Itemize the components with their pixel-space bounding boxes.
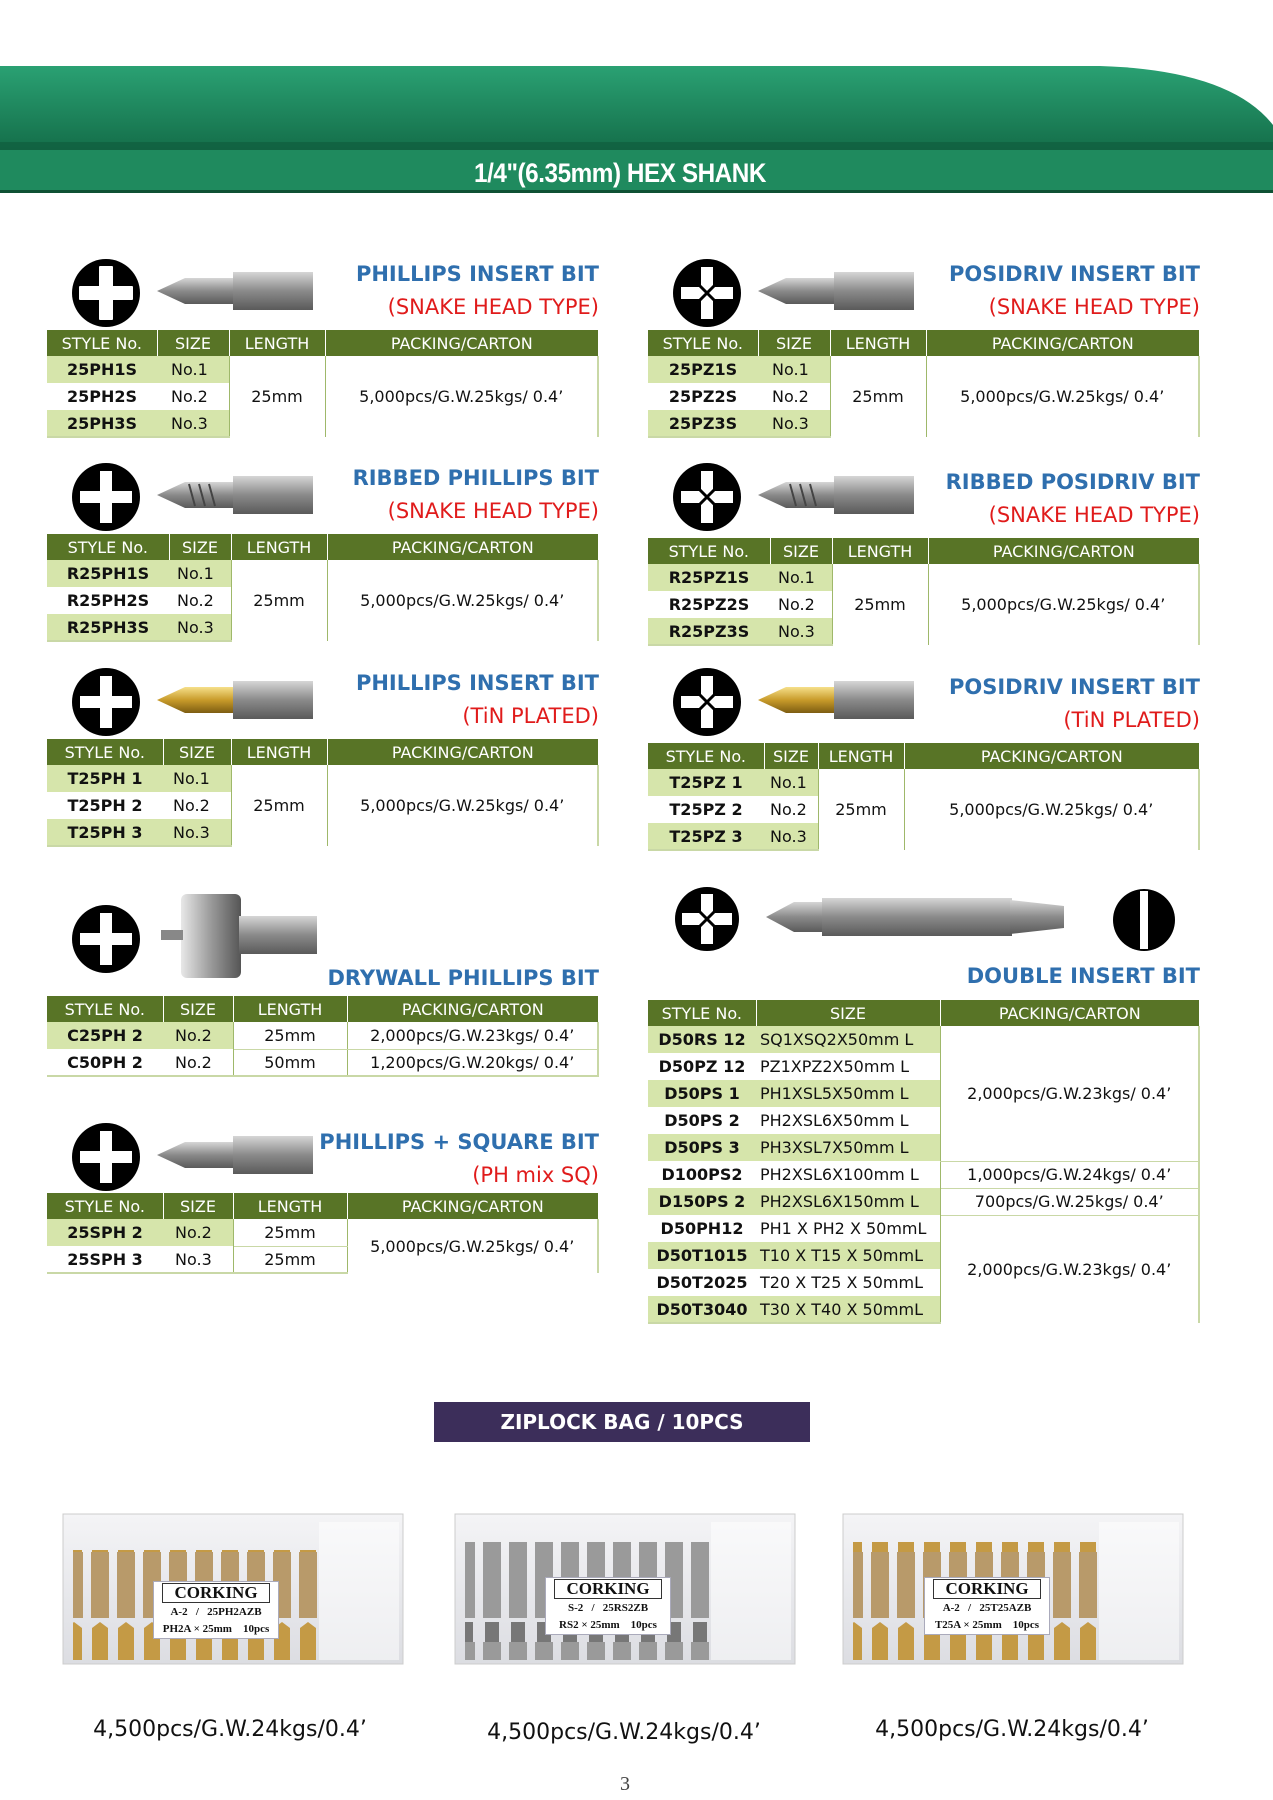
double-bit-image [764, 894, 1070, 940]
bag-code: A-2 / 25T25AZB [942, 1602, 1032, 1614]
cell-size: SQ1XSQ2X50mm L [756, 1026, 940, 1053]
cell-packing: 5,000pcs/G.W.25kgs/ 0.4’ [904, 769, 1199, 850]
section-posidriv-tin [648, 667, 1200, 847]
page-number: 3 [620, 1773, 630, 1795]
cell-packing: 2,000pcs/G.W.23kgs/ 0.4’ [940, 1215, 1199, 1323]
cell-size: No.3 [770, 618, 832, 645]
spec-table [47, 330, 599, 438]
cell-size: No.3 [758, 410, 830, 437]
cell-size: PH1 X PH2 X 50mmL [756, 1215, 940, 1242]
cell-size: PH1XSL5X50mm L [756, 1080, 940, 1107]
cell-packing: 5,000pcs/G.W.25kgs/ 0.4’ [327, 560, 598, 641]
spec-table [47, 1193, 599, 1274]
spec-table [648, 330, 1200, 438]
cell-packing: 5,000pcs/G.W.25kgs/ 0.4’ [327, 765, 598, 846]
col-style: STYLE No. [47, 996, 163, 1022]
section-title: RIBBED PHILLIPS BIT [352, 466, 599, 490]
bit-image [155, 268, 315, 314]
spec-table [648, 1000, 1200, 1324]
cell-packing: 5,000pcs/G.W.25kgs/ 0.4’ [928, 564, 1199, 645]
col-packing: PACKING/CARTON [928, 538, 1199, 564]
col-size: SIZE [163, 1193, 233, 1219]
cell-style: D50PZ 12 [658, 1057, 746, 1076]
cell-size: No.3 [169, 614, 231, 641]
cell-style: T25PZ 3 [648, 823, 764, 850]
col-packing: PACKING/CARTON [327, 739, 598, 765]
section-ribbed-phillips [47, 462, 599, 642]
bit-image [756, 472, 916, 518]
ziplock-label: ZIPLOCK BAG / 10PCS [434, 1402, 810, 1442]
cell-style: 25PZ1S [648, 356, 758, 383]
section-posidriv-snake [648, 258, 1200, 438]
cell-style: T25PH 2 [67, 796, 143, 815]
cell-size: T20 X T25 X 50mmL [756, 1269, 940, 1296]
section-subtitle: (TiN PLATED) [1063, 708, 1200, 732]
cell-packing: 1,200pcs/G.W.20kgs/ 0.4’ [347, 1049, 598, 1076]
cell-style: D150PS 2 [648, 1188, 756, 1215]
section-ribbed-posidriv [648, 462, 1200, 642]
cell-size: No.1 [163, 765, 231, 792]
cell-packing: 700pcs/G.W.25kgs/ 0.4’ [940, 1188, 1199, 1215]
cell-size: No.2 [163, 1049, 233, 1076]
cell-style: T25PZ 2 [669, 800, 743, 819]
cell-size: No.3 [163, 819, 231, 846]
col-style: STYLE No. [47, 1193, 163, 1219]
cell-size: No.2 [157, 383, 229, 410]
cell-length: 25mm [233, 1022, 347, 1049]
spec-table [47, 996, 599, 1077]
phillips-head-icon [71, 667, 141, 737]
col-style: STYLE No. [648, 743, 764, 769]
col-length: LENGTH [830, 330, 926, 356]
cell-style: R25PZ2S [668, 595, 750, 614]
col-size: SIZE [163, 739, 231, 765]
bag-spec: RS2 × 25mm 10pcs [559, 1619, 657, 1631]
col-packing: PACKING/CARTON [926, 330, 1199, 356]
col-packing: PACKING/CARTON [904, 743, 1199, 769]
section-phillips-tin [47, 667, 599, 847]
col-length: LENGTH [229, 330, 325, 356]
cell-size: PH3XSL7X50mm L [756, 1134, 940, 1161]
bit-image [756, 268, 916, 314]
bag-spec: T25A × 25mm 10pcs [934, 1619, 1040, 1631]
cell-style: D50PS 1 [648, 1080, 756, 1107]
cell-style: R25PH2S [66, 591, 150, 610]
section-title: DRYWALL PHILLIPS BIT [327, 966, 599, 990]
col-size: SIZE [163, 996, 233, 1022]
cell-size: T30 X T40 X 50mmL [756, 1296, 940, 1323]
section-title: PHILLIPS INSERT BIT [355, 671, 599, 695]
col-size: SIZE [756, 1000, 940, 1026]
cell-length: 25mm [231, 765, 327, 846]
section-drywall [47, 892, 599, 1077]
section-phillips-square [47, 1122, 599, 1272]
cell-packing: 1,000pcs/G.W.24kgs/ 0.4’ [940, 1161, 1199, 1188]
col-length: LENGTH [233, 996, 347, 1022]
cell-size: PH2XSL6X150mm L [756, 1188, 940, 1215]
cell-style: R25PZ3S [648, 618, 770, 645]
section-title: RIBBED POSIDRIV BIT [945, 470, 1200, 494]
col-style: STYLE No. [648, 330, 758, 356]
section-subtitle: (TiN PLATED) [462, 704, 599, 728]
cell-style: D50PH12 [660, 1219, 744, 1238]
bit-image [155, 1132, 315, 1178]
cell-packing: 2,000pcs/G.W.23kgs/ 0.4’ [940, 1026, 1199, 1161]
bit-image [155, 677, 315, 723]
cell-size: No.1 [758, 356, 830, 383]
cell-length: 25mm [233, 1246, 347, 1273]
bag-card-1 [153, 1581, 279, 1639]
cell-style: C50PH 2 [47, 1049, 163, 1076]
section-title: PHILLIPS + SQUARE BIT [319, 1130, 599, 1154]
cell-size: PH2XSL6X100mm L [756, 1161, 940, 1188]
col-length: LENGTH [231, 534, 327, 560]
cell-style: 25SPH 2 [47, 1219, 163, 1246]
cell-packing: 5,000pcs/G.W.25kgs/ 0.4’ [926, 356, 1199, 437]
section-double-insert [648, 882, 1200, 1332]
cell-style: D50T2025 [656, 1273, 748, 1292]
spec-table [47, 534, 599, 642]
phillips-head-icon [71, 1122, 141, 1192]
cell-length: 25mm [231, 560, 327, 641]
cell-style: D50PS 2 [664, 1111, 740, 1130]
cell-size: No.2 [169, 587, 231, 614]
cell-style: C25PH 2 [47, 1022, 163, 1049]
bag-code: A-2 / 25PH2AZB [170, 1606, 262, 1618]
cell-style: R25PH1S [47, 560, 169, 587]
section-title: POSIDRIV INSERT BIT [948, 262, 1200, 286]
slotted-head-icon [1112, 888, 1176, 952]
phillips-head-icon [71, 258, 141, 328]
cell-size: No.2 [770, 591, 832, 618]
phillips-head-icon [71, 904, 141, 974]
cell-size: No.1 [770, 564, 832, 591]
section-subtitle: (SNAKE HEAD TYPE) [387, 295, 599, 319]
col-packing: PACKING/CARTON [940, 1000, 1199, 1026]
cell-style: R25PZ1S [648, 564, 770, 591]
cell-size: No.2 [764, 796, 818, 823]
col-size: SIZE [758, 330, 830, 356]
col-style: STYLE No. [648, 538, 770, 564]
col-style: STYLE No. [648, 1000, 756, 1026]
cell-style: 25PZ2S [668, 387, 738, 406]
cell-style: T25PH 3 [47, 819, 163, 846]
cell-style: 25SPH 3 [47, 1246, 163, 1273]
cell-size: PH2XSL6X50mm L [756, 1107, 940, 1134]
cell-length: 25mm [229, 356, 325, 437]
cell-style: 25PH1S [47, 356, 157, 383]
cell-packing: 2,000pcs/G.W.23kgs/ 0.4’ [347, 1022, 598, 1049]
col-packing: PACKING/CARTON [327, 534, 598, 560]
cell-length: 25mm [818, 769, 904, 850]
section-title: PHILLIPS INSERT BIT [355, 262, 599, 286]
spec-table [47, 739, 599, 847]
cell-size: No.3 [163, 1246, 233, 1273]
cell-style: R25PH3S [47, 614, 169, 641]
col-length: LENGTH [832, 538, 928, 564]
posidriv-head-icon [672, 667, 742, 737]
bit-image [155, 472, 315, 518]
brand-logo: CORKING [933, 1579, 1041, 1599]
cell-size: No.1 [764, 769, 818, 796]
col-size: SIZE [764, 743, 818, 769]
cell-style: D50PS 3 [648, 1134, 756, 1161]
cell-length: 50mm [233, 1049, 347, 1076]
cell-size: No.2 [163, 1219, 233, 1246]
brand-logo: CORKING [554, 1579, 662, 1599]
cell-size: T10 X T15 X 50mmL [756, 1242, 940, 1269]
section-phillips-snake [47, 258, 599, 438]
bag-spec: PH2A × 25mm 10pcs [162, 1623, 270, 1635]
col-style: STYLE No. [47, 330, 157, 356]
col-style: STYLE No. [47, 739, 163, 765]
cell-size: No.2 [163, 792, 231, 819]
cell-style: D50RS 12 [648, 1026, 756, 1053]
cell-size: No.2 [758, 383, 830, 410]
page-title: 1/4"(6.35mm) HEX SHANK [474, 158, 766, 188]
posidriv-head-icon [672, 258, 742, 328]
posidriv-head-icon [672, 462, 742, 532]
col-packing: PACKING/CARTON [347, 996, 598, 1022]
cell-length: 25mm [830, 356, 926, 437]
bit-image [756, 677, 916, 723]
section-title: DOUBLE INSERT BIT [966, 964, 1200, 988]
cell-style: 25PH3S [47, 410, 157, 437]
cell-size: No.1 [157, 356, 229, 383]
cell-size: No.2 [163, 1022, 233, 1049]
cell-packing: 5,000pcs/G.W.25kgs/ 0.4’ [347, 1219, 598, 1273]
cell-style: D100PS2 [661, 1165, 743, 1184]
col-size: SIZE [770, 538, 832, 564]
section-subtitle: (PH mix SQ) [472, 1163, 599, 1187]
drywall-bit-image [161, 892, 321, 982]
cell-style: 25PH2S [66, 387, 138, 406]
bag-card-3 [924, 1577, 1050, 1635]
spec-table [648, 538, 1200, 646]
cell-size: PZ1XPZ2X50mm L [756, 1053, 940, 1080]
brand-logo: CORKING [162, 1583, 270, 1603]
cell-style: T25PZ 1 [648, 769, 764, 796]
col-packing: PACKING/CARTON [325, 330, 598, 356]
col-length: LENGTH [818, 743, 904, 769]
col-packing: PACKING/CARTON [347, 1193, 598, 1219]
cell-packing: 5,000pcs/G.W.25kgs/ 0.4’ [325, 356, 598, 437]
section-subtitle: (SNAKE HEAD TYPE) [988, 503, 1200, 527]
cell-style: T25PH 1 [47, 765, 163, 792]
section-subtitle: (SNAKE HEAD TYPE) [988, 295, 1200, 319]
col-size: SIZE [169, 534, 231, 560]
spec-table [648, 743, 1200, 851]
col-size: SIZE [157, 330, 229, 356]
cell-style: 25PZ3S [648, 410, 758, 437]
bag-caption-1: 4,500pcs/G.W.24kgs/0.4’ [93, 1717, 367, 1742]
section-title: POSIDRIV INSERT BIT [948, 675, 1200, 699]
cell-length: 25mm [233, 1219, 347, 1246]
col-style: STYLE No. [47, 534, 169, 560]
phillips-head-icon [71, 462, 141, 532]
bag-card-2 [545, 1577, 671, 1635]
cell-size: No.3 [157, 410, 229, 437]
bag-code: S-2 / 25RS2ZB [567, 1602, 649, 1614]
col-length: LENGTH [233, 1193, 347, 1219]
cell-size: No.1 [169, 560, 231, 587]
bag-caption-3: 4,500pcs/G.W.24kgs/0.4’ [875, 1717, 1149, 1742]
cell-style: D50T1015 [648, 1242, 756, 1269]
section-subtitle: (SNAKE HEAD TYPE) [387, 499, 599, 523]
col-length: LENGTH [231, 739, 327, 765]
cell-length: 25mm [832, 564, 928, 645]
bag-caption-2: 4,500pcs/G.W.24kgs/0.4’ [487, 1720, 761, 1745]
cell-size: No.3 [764, 823, 818, 850]
cell-style: D50T3040 [648, 1296, 756, 1323]
posidriv-head-icon [672, 884, 742, 954]
